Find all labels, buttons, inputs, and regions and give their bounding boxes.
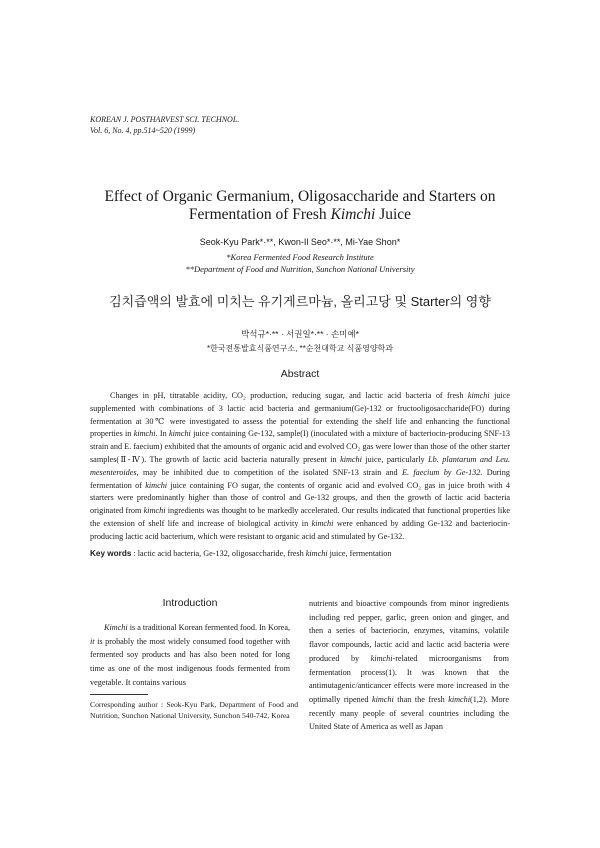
abstract-heading: Abstract	[280, 368, 320, 380]
title-text-end: Juice	[375, 206, 412, 223]
introduction-column-2: nutrients and bioactive compounds from minor ingredients including red pepper, garlic, green onion and ginger, and then a series of bacteriocin, enzymes, vitamins, volatile flavor compounds, lactic acid and lactic acid bacteria were produced by kimchi-related microorganisms from fermentation process(1). It was known that the antimutagenic/anticancer effects were more increased in the optimally ripened kimchi than the fresh kimchi(1,2). More recently many people of several countries including the United State of America as well as Japan	[309, 599, 510, 732]
korean-title: 김치즙액의 발효에 미치는 유기게르마늄, 올리고당 및 Starter의 영향	[109, 294, 491, 309]
title-italic: Kimchi	[330, 206, 376, 223]
title-line-2	[60, 206, 540, 224]
journal-name: KOREAN J. POSTHARVEST SCI. TECHNOL.	[90, 115, 240, 124]
affiliation-1: *Korea Fermented Food Research Institute	[226, 252, 374, 262]
title-text: Fermentation of Fresh	[188, 206, 331, 223]
journal-volume: Vol. 6, No. 4, pp.514~520 (1999)	[90, 126, 196, 135]
korean-affiliation: *한국전통발효식품연구소, **순천대학교 식품영양학과	[206, 344, 394, 353]
affiliation-2: **Department of Food and Nutrition, Sunchon National University	[185, 264, 415, 274]
introduction-column-1: Kimchi is a traditional Korean fermented food. In Korea, it is probably the most widely consumed food together with fermented soy products and has also been noted for long time as one of the most indigenous foods fermented from vegetable. It contains various	[90, 623, 290, 687]
keywords-label: Key words	[90, 549, 132, 558]
corresponding-author-footnote: Corresponding author : Seok-Kyu Park, Department of Food and Nutrition, Sunchon National University, Sunchon 540-742, Korea	[90, 700, 298, 720]
paper-title	[60, 188, 540, 224]
abstract-body: Changes in pH, titratable acidity, CO₂ production, reducing sugar, and lactic acid bacteria of fresh kimchi juice supplemented with combinations of 3 lactic acid bacteria and germanium(Ge)-132 or fructooligosaccharide(FO) during fermentation at 30℃ were investigated to assess the potential for extending the shelf life and enhancing the functional properties in kimchi. In kimchi juice containing Ge-132, sample(I) (inoculated with a mixture of bacteriocin-producing SNF-13 strain and E. faecium) exhibited that the amounts of organic acid and evolved CO₂ gas were lower than those of the other starter samples(Ⅱ-Ⅳ). The growth of lactic acid bacteria naturally present in kimchi juice, particularly Lb. plantarum and Leu. mesenteroides, may be inhibited due to competition of the isolated SNF-13 strain and E. faecium by Ge-132. During fermentation of kimchi juice containing FO sugar, the contents of organic acid and evolved CO₂ gas in juice broth with 4 starters were predominantly higher than those of control and Ge-132 groups, and then the growth of lactic acid bacteria originated from kimchi ingredients was thought to be markedly accelerated. Our results indicated that functional properties like the extension of shelf life and increase of biological activity in kimchi were enhanced by adding Ge-132 and bacteriocin-producing lactic acid bacterium, which were resistant to organic acid and stimulated by Ge-132.	[90, 391, 511, 541]
title-line-1: Effect of Organic Germanium, Oligosaccharide and Starters on	[104, 188, 496, 205]
author-list: Seok-Kyu Park*·**, Kwon-Il Seo*·**, Mi-Yae Shon*	[199, 237, 401, 247]
footnote-rule	[90, 694, 148, 695]
korean-authors: 박석규*·** · 서권일*·** · 손미예*	[241, 329, 359, 339]
introduction-heading: Introduction	[162, 597, 218, 609]
affiliations	[60, 251, 540, 275]
journal-citation	[90, 114, 239, 136]
keywords: Key words : lactic acid bacteria, Ge-132, oligosaccharide, fresh kimchi juice, fermentation	[90, 549, 392, 558]
